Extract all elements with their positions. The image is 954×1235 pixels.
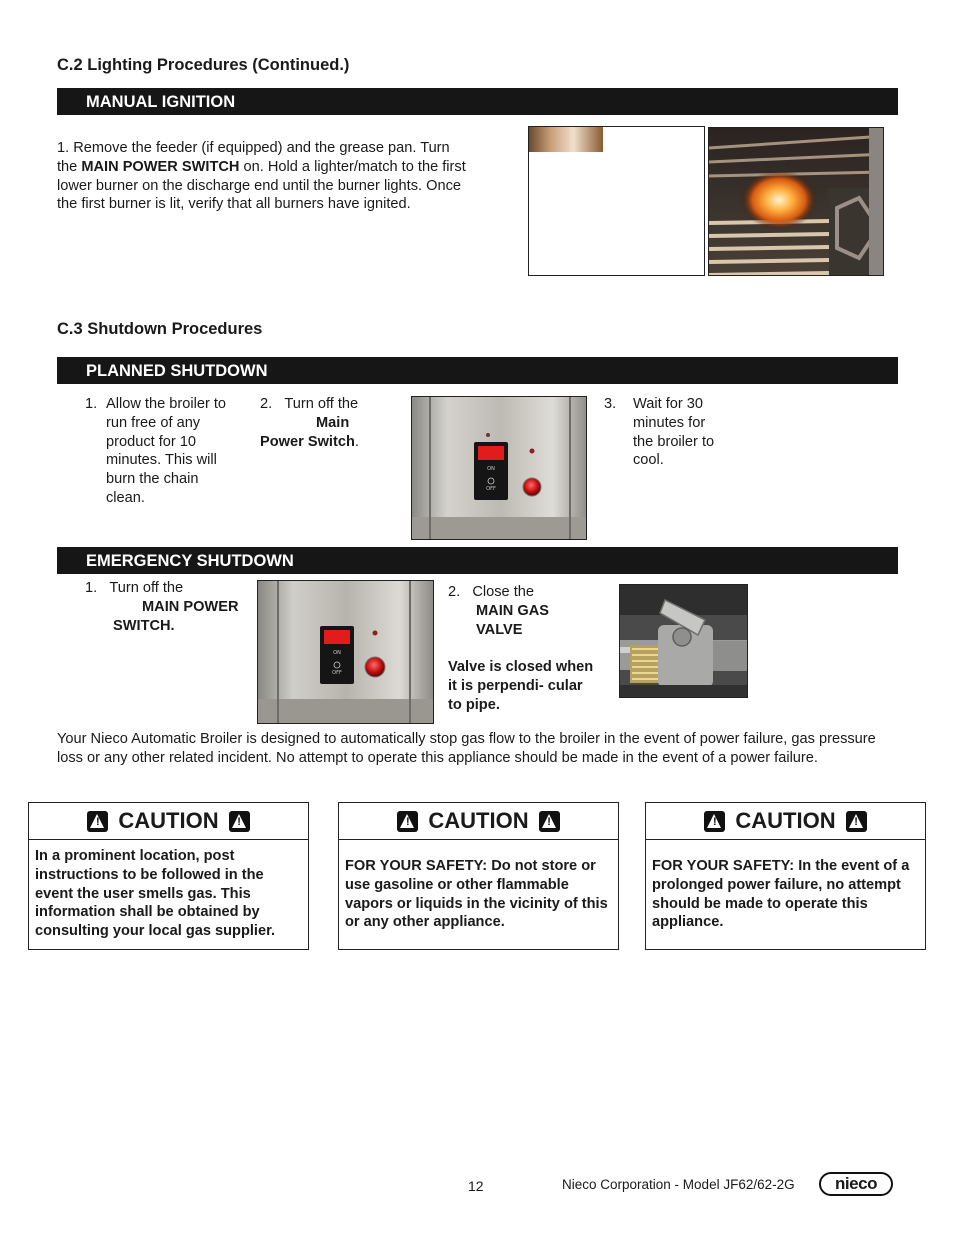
footer-model: Nieco Corporation - Model JF62/62-2G: [562, 1177, 795, 1192]
caution-text: FOR YOUR SAFETY: Do not store or use gasoline or other flammable vapors or liquids in the vicinity of this or any other appliance.: [345, 858, 608, 931]
planned-step3-number: 3.: [604, 396, 617, 412]
caution-title: CAUTION: [118, 808, 219, 833]
caution-box-3: [645, 802, 926, 950]
emergency-step1-bold: MAIN POWER SWITCH.: [113, 599, 239, 634]
burner-flame-photo: [708, 127, 884, 276]
switch-on-label: ON: [487, 466, 495, 472]
caution-text: In a prominent location, post instructions to be followed in the event the user smells gas. This information shall be obtained by consulting your local gas supplier.: [35, 848, 276, 940]
planned-step3-text: Wait for 30 minutes for the broiler to cool.: [633, 396, 715, 469]
section-c3-title: C.3 Shutdown Procedures: [57, 320, 263, 338]
switch-on-label-2: ON: [333, 650, 341, 656]
manual-ignition-text: 1. Remove the feeder (if equipped) and the grease pan. Turn the MAIN POWER SWITCH on. Hold a lighter/match to the first lower burner on the discharge end until the burner lights. Once the first burner is lit, verify that all burners have ignited.: [57, 140, 466, 213]
page-number: 12: [468, 1178, 484, 1194]
switch-off-label-2: OFF: [332, 670, 342, 676]
emergency-shutdown-bar: EMERGENCY SHUTDOWN: [57, 547, 898, 574]
caution-title: CAUTION: [428, 808, 529, 833]
section-c2-title: C.2 Lighting Procedures (Continued.): [57, 56, 350, 74]
feeder-photo: [528, 126, 705, 276]
warning-icon: [704, 811, 725, 832]
caution-title: CAUTION: [735, 808, 836, 833]
caution-box-1: [28, 802, 309, 950]
caution-text: FOR YOUR SAFETY: In the event of a prolonged power failure, no attempt should be made to operate this appliance.: [652, 858, 910, 931]
emergency-step2: 2. Close the: [448, 584, 534, 600]
planned-shutdown-bar: PLANNED SHUTDOWN: [57, 357, 898, 384]
nieco-logo: nieco: [819, 1172, 893, 1196]
planned-step2: 2. Turn off the Main Power Switch.: [260, 396, 359, 450]
warning-icon: [539, 811, 560, 832]
power-switch-photo: [411, 396, 587, 540]
planned-step1-number: 1.: [85, 396, 98, 412]
main-power-switch-photo: [257, 580, 434, 724]
caution-box-2: [338, 802, 619, 950]
warning-icon: [846, 811, 867, 832]
planned-step1-text: Allow the broiler to run free of any product for 10 minutes. This will burn the chain clean.: [106, 396, 227, 506]
warning-icon: [229, 811, 250, 832]
warning-icon: [87, 811, 108, 832]
gas-valve-photo: [619, 584, 748, 698]
switch-off-label: OFF: [486, 486, 496, 492]
warning-icon: [397, 811, 418, 832]
emergency-step1: 1. Turn off the: [85, 580, 184, 596]
emergency-step2-bold: MAIN GAS VALVE: [476, 603, 549, 638]
auto-shutoff-paragraph: Your Nieco Automatic Broiler is designed to automatically stop gas flow to the broiler in the event of power failure, gas pressure loss or any other related incident. No attempt to operate this appliance should be made in the event of a power failure.: [57, 731, 876, 766]
manual-ignition-bar: MANUAL IGNITION: [57, 88, 898, 115]
valve-note: Valve is closed when it is perpendi- cular to pipe.: [448, 659, 594, 713]
